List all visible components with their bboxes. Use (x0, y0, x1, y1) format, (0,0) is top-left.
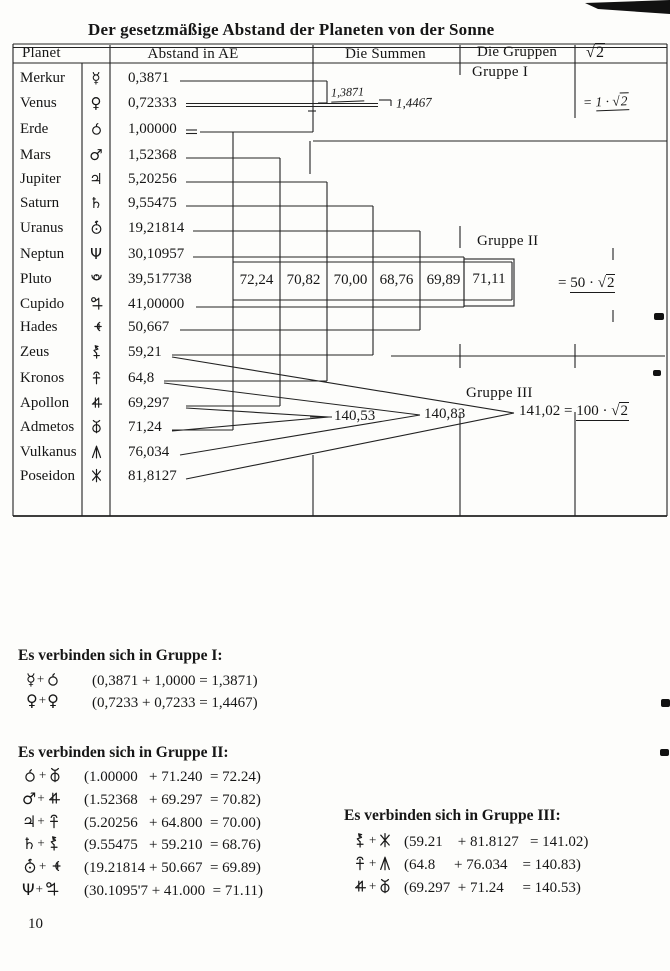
section-heading-gruppe-3: Es verbinden sich in Gruppe III: (344, 807, 561, 824)
planet-symbol-cell (82, 147, 110, 165)
plus-sign: + (35, 881, 43, 896)
planet-distance-value: 41,00000 (128, 296, 185, 312)
plus-sign: + (39, 858, 47, 873)
planet-symbol-cell (82, 271, 110, 289)
header-sqrt2: √2 (586, 44, 605, 61)
sum-cell: 69,89 (426, 272, 461, 288)
planet-distance-value: 81,8127 (128, 468, 177, 484)
equals-sign: = (558, 275, 567, 291)
earth-symbol (89, 121, 104, 138)
planet-symbol-cell (82, 370, 110, 388)
planet-symbol-cell (82, 344, 110, 362)
jupiter-symbol: ♃ (22, 812, 37, 831)
formula-text: (64.8 + 76.034 = 140.83) (404, 857, 581, 873)
formula-text: (9.55475 + 59.210 = 68.76) (84, 837, 261, 853)
venus-symbol: ♀ (90, 94, 102, 112)
header-abstand-in-ae: Abstand in AE (147, 46, 239, 62)
formula-text: (0,3871 + 1,0000 = 1,3871) (92, 673, 258, 689)
section-heading-gruppe-2: Es verbinden sich in Gruppe II: (18, 744, 229, 761)
formula-text: (5.20256 + 64.800 = 70.00) (84, 815, 261, 831)
equals-sign: = (582, 94, 593, 110)
planet-symbol-cell (82, 319, 110, 337)
sum-141-02: 141,02 = (519, 403, 573, 419)
page-number: 10 (28, 916, 43, 932)
plus-sign: + (37, 835, 45, 850)
planet-distance-value: 64,8 (128, 370, 155, 386)
sqrt-term: 1 · √2 (595, 93, 628, 110)
planet-name: Neptun (20, 246, 65, 262)
planet-distance-value: 69,297 (128, 395, 170, 411)
planet-symbol-cell (82, 171, 110, 189)
planet-symbol-cell (82, 220, 110, 238)
apollon-symbol (352, 879, 368, 896)
planet-symbol-cell (82, 70, 110, 88)
planet-symbol-cell (82, 195, 110, 213)
planet-name: Jupiter (20, 171, 61, 187)
scan-artifacts (582, 0, 670, 756)
section-heading-gruppe-1: Es verbinden sich in Gruppe I: (18, 647, 223, 664)
formula-pair (22, 767, 63, 786)
pluto-symbol (89, 271, 104, 288)
formula-text: (59.21 + 81.8127 = 141.02) (404, 834, 589, 850)
earth-symbol (22, 768, 38, 785)
planet-distance-value: 19,21814 (128, 220, 185, 236)
planet-name: Erde (20, 121, 49, 137)
planet-symbol-cell (82, 444, 110, 462)
planet-distance-value: 9,55475 (128, 195, 177, 211)
jupiter-symbol: ♃ (89, 170, 103, 188)
sum-cell: 68,76 (379, 272, 414, 288)
planet-symbol-cell (82, 395, 110, 413)
plus-sign: + (37, 813, 45, 828)
cupido-symbol (89, 296, 104, 313)
sum-cell: 70,82 (286, 272, 321, 288)
poseidon-symbol (377, 833, 393, 850)
plus-sign: + (37, 790, 45, 805)
hades-symbol (89, 319, 104, 336)
plus-sign: + (369, 878, 377, 893)
label-gruppe-2: Gruppe II (477, 233, 539, 249)
earth-symbol (45, 672, 61, 689)
formula-pair (22, 858, 63, 877)
zeus-symbol (46, 836, 62, 853)
vulkanus-symbol (89, 444, 104, 461)
planet-distance-value: 50,667 (128, 319, 170, 335)
sqrt-term: 50 · √2 (570, 275, 615, 291)
header-die-gruppen: Die Gruppen (476, 44, 558, 60)
planet-distance-value: 0,72333 (128, 95, 177, 111)
header-planet: Planet (22, 45, 61, 61)
handwritten-sum-1-3871: 1,3871 (331, 84, 365, 102)
planet-name: Apollon (20, 395, 70, 411)
planet-name: Cupido (20, 296, 65, 312)
planet-name: Admetos (20, 419, 75, 435)
planet-symbol-cell (82, 121, 110, 139)
plus-sign: + (369, 832, 377, 847)
kronos-symbol (46, 814, 62, 831)
sum-cell: 71,11 (472, 271, 506, 287)
apollon-symbol (89, 395, 104, 412)
plus-sign: + (39, 767, 47, 782)
neptune-symbol: Ψ (22, 880, 35, 899)
apollon-symbol (46, 791, 62, 808)
mars-symbol: ♂ (22, 789, 37, 808)
planet-distance-value: 59,21 (128, 344, 162, 360)
planet-name: Zeus (20, 344, 50, 360)
vulkanus-symbol (377, 856, 393, 873)
group1-sqrt-equation (583, 93, 629, 111)
mars-symbol: ♂ (89, 146, 103, 164)
planet-distance-value: 76,034 (128, 444, 170, 460)
group2-sqrt-equation (558, 275, 615, 292)
planet-distance-value: 39,517738 (128, 271, 192, 287)
planet-name: Poseidon (20, 468, 76, 484)
sqrt-term: 100 · √2 (576, 403, 628, 419)
group3-sqrt-equation (519, 403, 629, 420)
planet-distance-value: 30,10957 (128, 246, 185, 262)
formula-text: (1.00000 + 71.240 = 72.24) (84, 769, 261, 785)
formula-pair (26, 671, 61, 690)
venus-symbol: ♀ (26, 691, 38, 710)
admetos-symbol (377, 879, 393, 896)
formula-text: (0,7233 + 0,7233 = 1,4467) (92, 695, 258, 711)
venus-symbol: ♀ (47, 691, 59, 710)
formula-pair (352, 855, 393, 874)
kronos-symbol (352, 856, 368, 873)
planet-distance-value: 1,52368 (128, 147, 177, 163)
planet-symbol-cell (82, 246, 110, 264)
uranus-symbol (89, 220, 104, 237)
planet-name: Vulkanus (20, 444, 77, 460)
planet-distance-value: 71,24 (128, 419, 162, 435)
plus-sign: + (38, 692, 47, 707)
plus-sign: + (369, 855, 377, 870)
cupido-symbol (44, 882, 60, 899)
formula-pair (22, 790, 62, 809)
saturn-symbol: ♄ (89, 194, 103, 212)
planet-name: Merkur (20, 70, 65, 86)
planet-name: Hades (20, 319, 58, 335)
formula-pair (352, 878, 393, 897)
planet-symbol-cell (82, 468, 110, 486)
formula-text: (30.1095'7 + 41.000 = 71.11) (84, 883, 264, 899)
planet-symbol-cell (82, 419, 110, 437)
planet-symbol-cell (82, 95, 110, 113)
planet-distance-value: 5,20256 (128, 171, 177, 187)
sum-cell: 72,24 (239, 272, 274, 288)
mercury-symbol: ☿ (91, 69, 101, 87)
kronos-symbol (89, 370, 104, 387)
formula-text: (69.297 + 71.24 = 140.53) (404, 880, 581, 896)
group3-sum-140-53: 140,53 (334, 408, 376, 424)
planet-name: Venus (20, 95, 57, 111)
plus-sign: + (36, 671, 45, 686)
planet-distance-value: 1,00000 (128, 121, 177, 137)
admetos-symbol (47, 768, 63, 785)
label-gruppe-1: Gruppe I (472, 64, 529, 80)
formula-pair (352, 832, 393, 851)
neptune-symbol: Ψ (90, 245, 102, 263)
formula-pair (26, 693, 59, 711)
formula-pair (22, 813, 62, 832)
header-die-summen: Die Summen (345, 46, 426, 62)
planet-name: Mars (20, 147, 51, 163)
zeus-symbol (89, 344, 104, 361)
group3-sum-140-83: 140,83 (424, 406, 466, 422)
admetos-symbol (89, 419, 104, 436)
planet-name: Kronos (20, 370, 65, 386)
saturn-symbol: ♄ (22, 834, 37, 853)
formula-pair (22, 881, 60, 900)
zeus-symbol (352, 833, 368, 850)
page-title: Der gesetzmäßige Abstand der Planeten von der Sonne (88, 20, 495, 39)
planet-distance-value: 0,3871 (128, 70, 170, 86)
mercury-symbol: ☿ (26, 670, 36, 689)
sum-cell: 70,00 (333, 272, 368, 288)
label-gruppe-3: Gruppe III (466, 385, 533, 401)
poseidon-symbol (89, 468, 104, 485)
planet-name: Uranus (20, 220, 64, 236)
hades-symbol (47, 859, 63, 876)
uranus-symbol (22, 859, 38, 876)
formula-text: (19.21814 + 50.667 = 69.89) (84, 860, 261, 876)
formula-pair (22, 835, 62, 854)
planet-name: Pluto (20, 271, 52, 287)
formula-text: (1.52368 + 69.297 = 70.82) (84, 792, 261, 808)
planet-symbol-cell (82, 296, 110, 314)
handwritten-sum-1-4467: 1,4467 (395, 94, 432, 111)
planet-name: Saturn (20, 195, 60, 211)
